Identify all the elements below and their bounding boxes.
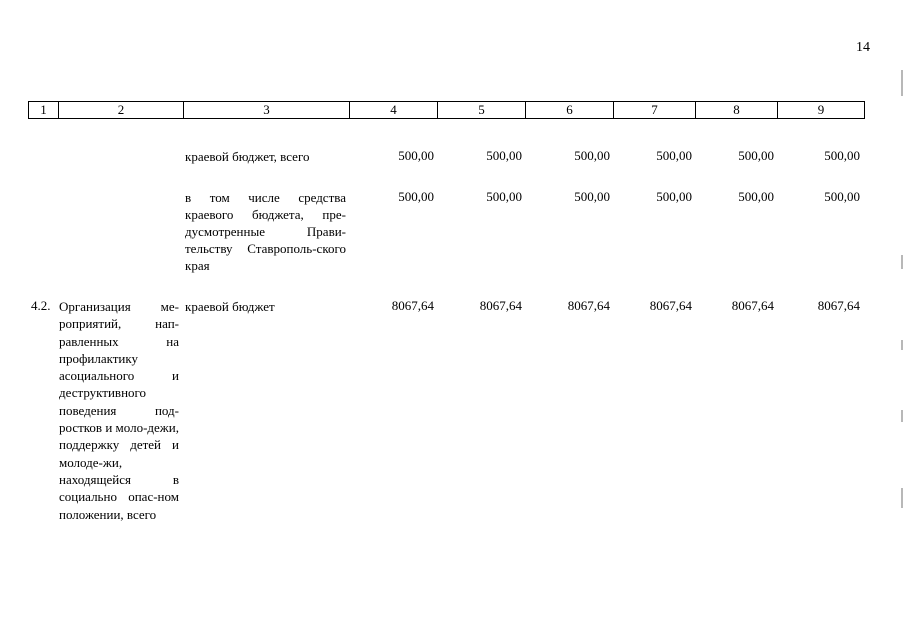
funding-source: в том числе средства краевого бюджета, пре-дусмотренные Прави-тельству Ставрополь-ского края <box>185 190 346 273</box>
value-col-9: 500,00 <box>824 189 860 204</box>
column-number-2: 2 <box>59 102 184 119</box>
value-col-4: 500,00 <box>398 189 434 204</box>
value-col-4: 8067,64 <box>391 298 434 313</box>
column-number-7: 7 <box>614 102 696 119</box>
value-col-4: 500,00 <box>398 148 434 163</box>
page-number: 14 <box>856 40 870 55</box>
value-col-7: 8067,64 <box>649 298 692 313</box>
column-number-5: 5 <box>438 102 526 119</box>
value-col-5: 500,00 <box>486 148 522 163</box>
column-number-8: 8 <box>696 102 778 119</box>
column-number-3: 3 <box>184 102 350 119</box>
column-number-4: 4 <box>350 102 438 119</box>
item-number: 4.2. <box>31 298 51 313</box>
value-col-6: 500,00 <box>574 189 610 204</box>
value-col-7: 500,00 <box>656 148 692 163</box>
column-number-1: 1 <box>29 102 59 119</box>
value-col-6: 8067,64 <box>567 298 610 313</box>
value-col-8: 500,00 <box>738 189 774 204</box>
activity-name: Организация ме-роприятий, нап-равленных на профилактику асоциального и деструктивного поведения под-ростков и моло-дежи, поддержку детей и молоде-жи, находящейся в социально опас-ном положении, всего <box>59 299 179 522</box>
column-number-9: 9 <box>778 102 865 119</box>
value-col-8: 8067,64 <box>731 298 774 313</box>
funding-source: краевой бюджет <box>185 299 275 314</box>
value-col-7: 500,00 <box>656 189 692 204</box>
value-col-9: 500,00 <box>824 148 860 163</box>
value-col-5: 8067,64 <box>479 298 522 313</box>
value-col-6: 500,00 <box>574 148 610 163</box>
column-header-row <box>28 101 865 119</box>
value-col-8: 500,00 <box>738 148 774 163</box>
funding-source: краевой бюджет, всего <box>185 149 310 164</box>
column-number-6: 6 <box>526 102 614 119</box>
value-col-9: 8067,64 <box>817 298 860 313</box>
value-col-5: 500,00 <box>486 189 522 204</box>
